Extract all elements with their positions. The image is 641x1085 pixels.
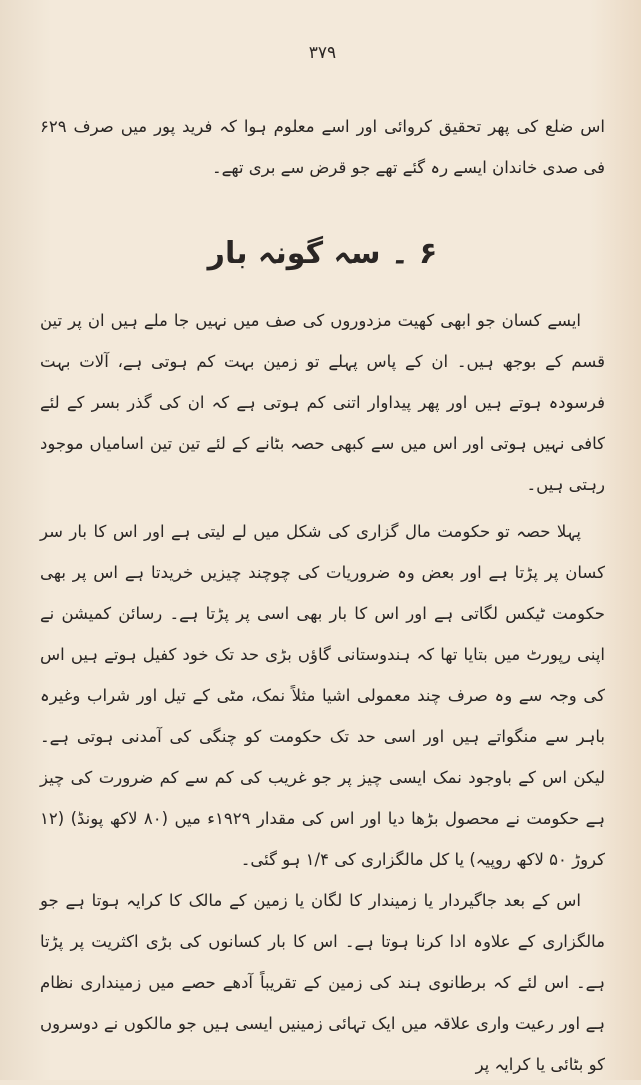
paragraph-1: ایسے کسان جو ابھی کھیت مزدوروں کی صف میں نہیں جا ملے ہیں ان پر تین قسم کے بوجھ ہیں۔ ان کے پاس پہلے تو زمین بہت کم ہوتی ہے، آلات بہت فرسودہ ہوتے ہیں اور پھر پیداوار اتنی کم ہوتی ہے کہ ان کی گذر بسر کے لئے کافی نہیں ہوتی اور اس میں سے کبھی حصہ بٹانے کے لئے تین تین اسامیاں موجود رہتی ہیں۔ (40, 311, 605, 494)
intro-paragraph: اس ضلع کی پھر تحقیق کروائی اور اسے معلوم ہوا کہ فرید پور میں صرف ۶۲۹ فی صدی خاندان ایسے رہ گئے تھے جو قرض سے بری تھے۔ (40, 117, 605, 177)
paragraph-3: اس کے بعد جاگیردار یا زمیندار کا لگان یا زمین کے مالک کا کرایہ ہوتا ہے جو مالگزاری کے علاوہ ادا کرنا ہوتا ہے۔ اس کا بار کسانوں کی بڑی اکثریت پر پڑتا ہے۔ اس لئے کہ برطانوی ہند کی زمین کے تقریباً آدھے حصے میں زمینداری نظام ہے اور رعیت واری علاقہ میں ایک تہائی زمینیں ایسی ہیں جو مالکوں نے دوسروں کو بٹائی یا کرایہ پر (40, 891, 605, 1074)
page-number: ۳۷۹ (308, 43, 337, 63)
section-heading: ۶ ۔ سہ گونہ بار (207, 236, 438, 271)
paragraph-2: پہلا حصہ تو حکومت مال گزاری کی شکل میں لے لیتی ہے اور اس کا بار سر کسان پر پڑتا ہے اور بعض وہ ضروریات کی چوچند چیزیں خریدتا ہے اس پر بھی حکومت ٹیکس لگاتی ہے اور اس کا بار بھی اسی پر پڑتا ہے۔ رسائن کمیشن نے اپنی رپورٹ میں بتایا تھا کہ ہندوستانی گاؤں بڑی حد تک خود کفیل ہوتے ہیں اس کی وجہ سے وہ صرف چند معمولی اشیا مثلاً نمک، مٹی کے تیل اور شراب وغیرہ باہر سے منگواتے ہیں اور اسی حد تک حکومت کو چنگی کی آمدنی ہوتی ہے۔ لیکن اس کے باوجود نمک ایسی چیز پر جو غریب کی کم سے کم ضرورت کی چیز ہے حکومت نے محصول بڑھا دیا اور اس کی مقدار ۱۹۲۹ء میں (۸۰ لاکھ پونڈ) (۱۲ کروڑ ۵۰ لاکھ روپیہ) یا کل مالگزاری کی ۱/۴ ہو گئی۔ (40, 522, 605, 869)
